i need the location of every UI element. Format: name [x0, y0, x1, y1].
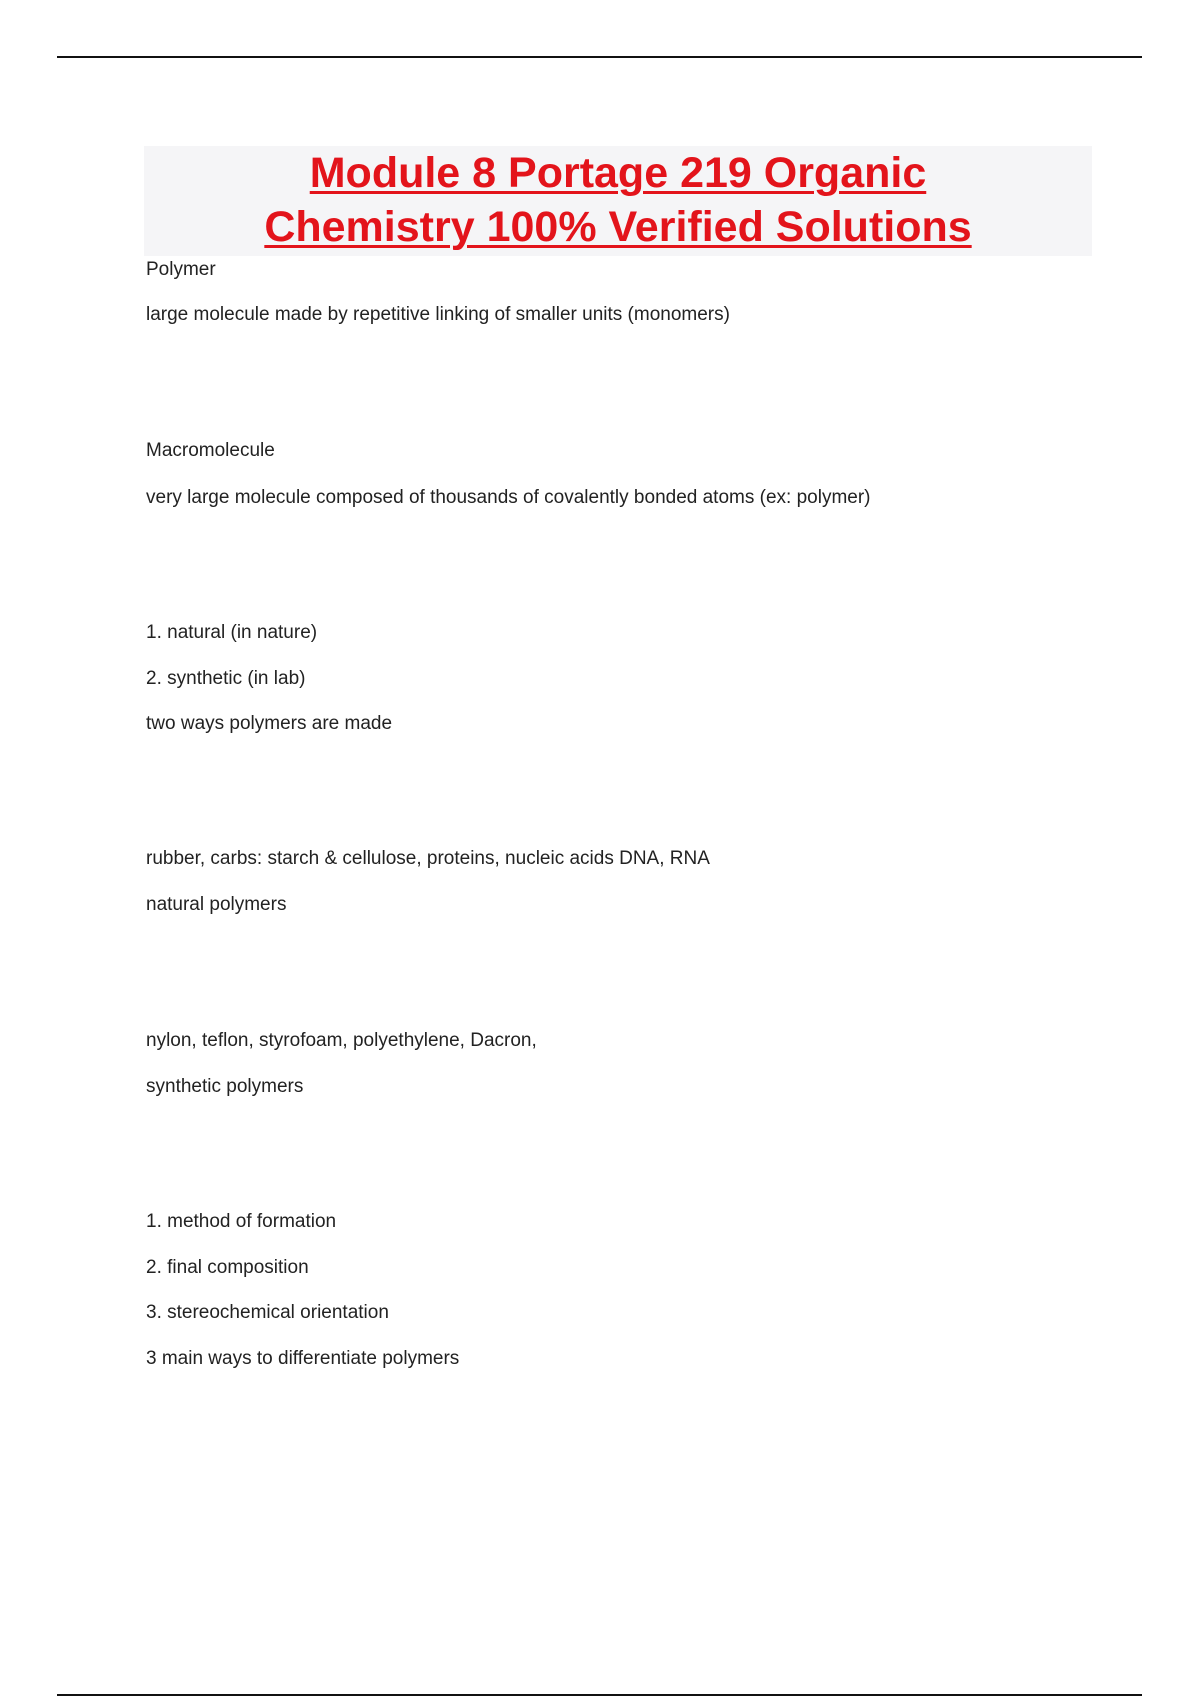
- term-polymer: Polymer: [146, 259, 216, 280]
- definition-synthetic-polymers: synthetic polymers: [146, 1076, 304, 1097]
- bottom-rule: [57, 1694, 1142, 1696]
- term-natural-examples: rubber, carbs: starch & cellulose, proteins, nucleic acids DNA, RNA: [146, 848, 710, 869]
- definition-three-ways: 3 main ways to differentiate polymers: [146, 1348, 460, 1369]
- list-item-composition: 2. final composition: [146, 1257, 309, 1278]
- list-item-natural: 1. natural (in nature): [146, 622, 318, 643]
- definition-natural-polymers: natural polymers: [146, 894, 287, 915]
- title-banner: [144, 146, 1092, 256]
- definition-polymer: large molecule made by repetitive linking of smaller units (monomers): [146, 304, 730, 325]
- list-item-synthetic: 2. synthetic (in lab): [146, 668, 306, 689]
- top-rule: [57, 56, 1142, 58]
- list-item-method: 1. method of formation: [146, 1211, 337, 1232]
- definition-macromolecule: very large molecule composed of thousands of covalently bonded atoms (ex: polymer): [146, 487, 871, 508]
- title-line-2: Chemistry 100% Verified Solutions: [264, 203, 972, 251]
- title-line-1: Module 8 Portage 219 Organic: [309, 149, 927, 197]
- term-synthetic-examples: nylon, teflon, styrofoam, polyethylene, Dacron,: [146, 1030, 537, 1051]
- list-item-stereochemical: 3. stereochemical orientation: [146, 1302, 389, 1323]
- definition-two-ways: two ways polymers are made: [146, 713, 393, 734]
- term-macromolecule: Macromolecule: [146, 440, 275, 461]
